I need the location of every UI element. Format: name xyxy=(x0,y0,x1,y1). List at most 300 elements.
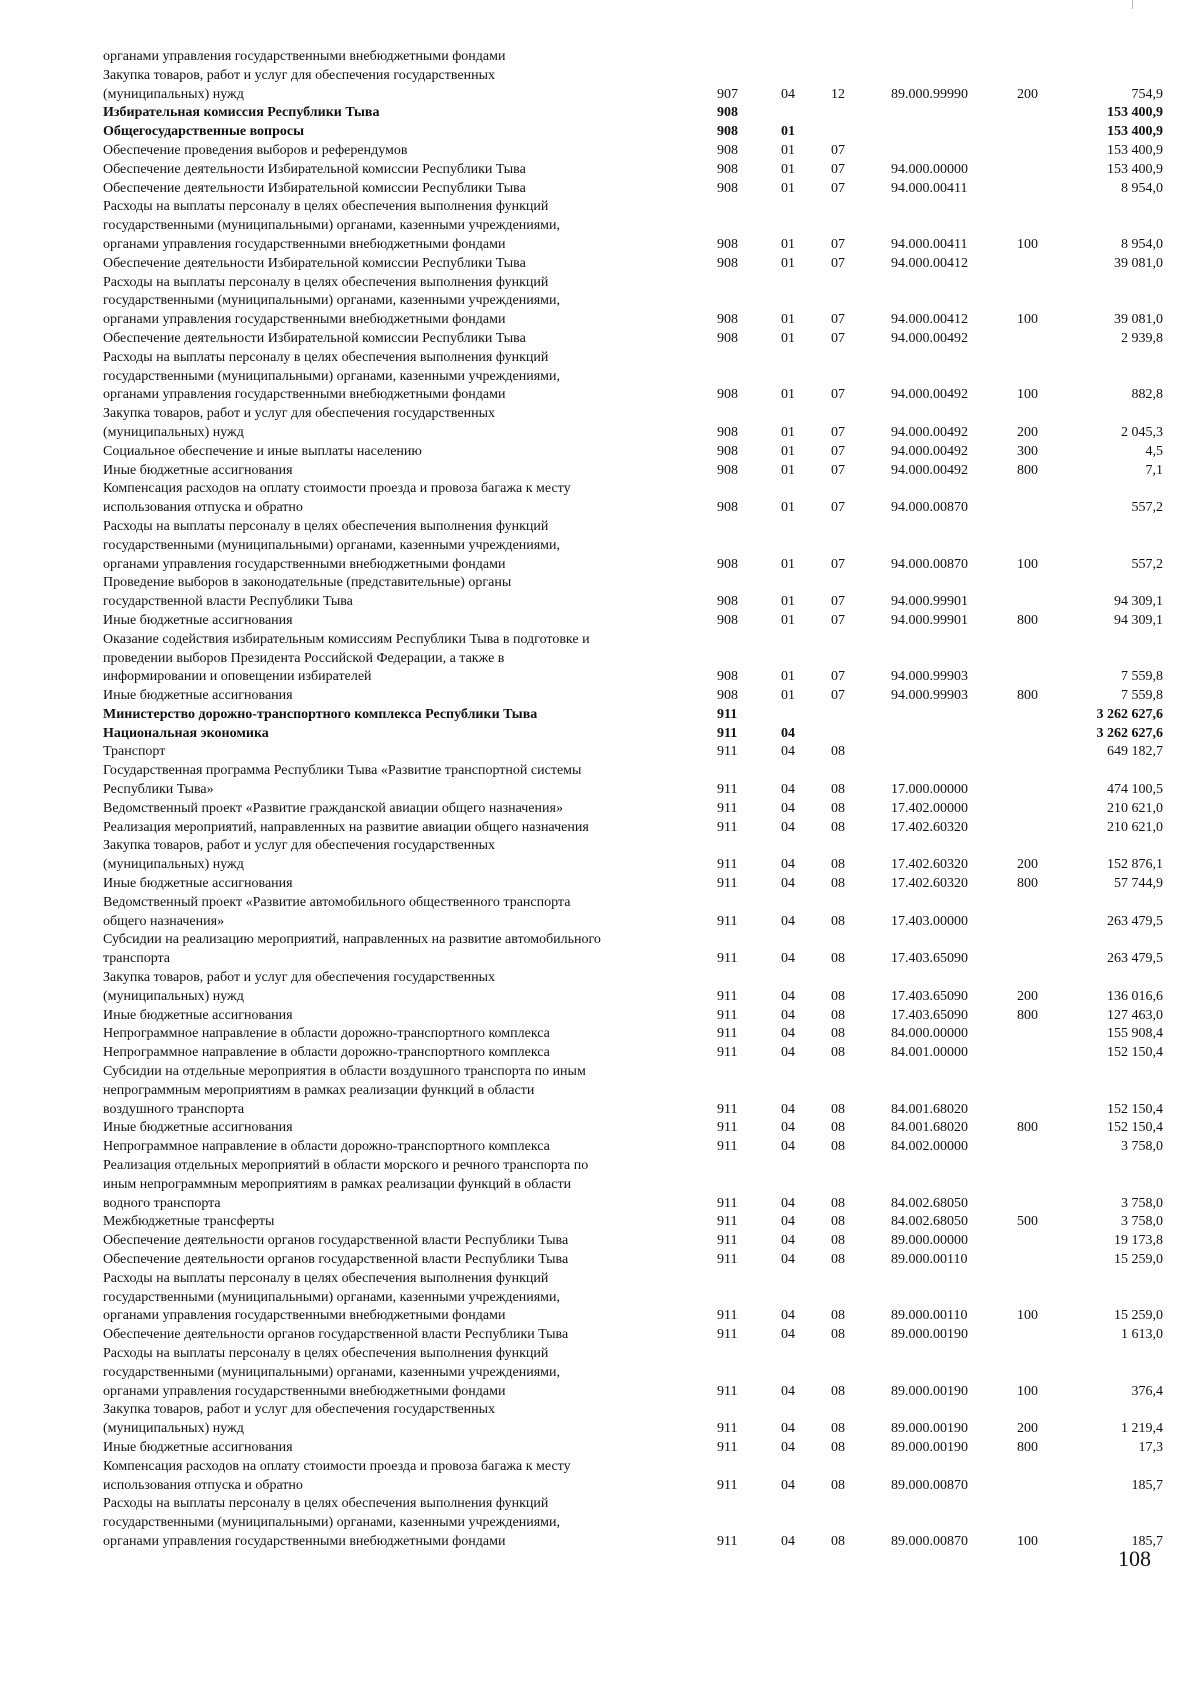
row-vr-cell xyxy=(1017,255,1075,274)
row-pr-cell: 08 xyxy=(831,1252,845,1267)
row-pr-cell: 07 xyxy=(831,142,845,158)
row-rz-cell: 01 xyxy=(781,424,795,440)
row-rz-cell: 04 xyxy=(781,725,795,741)
row-rz-cell: 01 xyxy=(781,236,795,252)
row-vr-cell: 100 xyxy=(1017,387,1038,403)
row-pr-cell: 08 xyxy=(831,782,845,798)
row-grbs-cell: 911 xyxy=(717,744,738,760)
row-name-cell: Министерство дорожно-транспортного комплекса Республики Тыва xyxy=(103,706,538,722)
row-sum-cell: 263 479,5 xyxy=(1107,913,1163,929)
row-name-cell: Государственная программа Республики Тыва «Развитие транспортной системы Республики Тыва» xyxy=(103,763,582,798)
table-row xyxy=(103,1025,1163,1044)
row-pr-cell: 07 xyxy=(831,594,845,610)
table-row xyxy=(103,819,1163,838)
table-row xyxy=(103,1495,1163,1551)
row-vr-cell xyxy=(1017,161,1075,180)
row-pr-cell: 08 xyxy=(831,1439,845,1455)
row-cs-cell: 17.403.00000 xyxy=(891,913,968,929)
row-name-cell: Расходы на выплаты персоналу в целях обеспечения выполнения функций государственными (муниципальными) органами, казенными учреждениями, органами управления государственными внебюджетными фондами xyxy=(103,349,560,403)
row-rz-cell: 01 xyxy=(781,500,795,516)
row-sum-cell: 376,4 xyxy=(1131,1383,1163,1399)
row-name-cell: Межбюджетные трансферты xyxy=(103,1214,275,1230)
row-cs-cell: 94.000.00000 xyxy=(891,161,968,177)
row-rz-cell: 04 xyxy=(781,744,795,760)
row-cs-cell: 89.000.00870 xyxy=(891,1477,968,1493)
row-name-cell: Субсидии на реализацию мероприятий, направленных на развитие автомобильного транспорта xyxy=(103,932,601,967)
row-rz-cell: 04 xyxy=(781,1421,795,1437)
row-cs-cell: 17.402.60320 xyxy=(891,857,968,873)
row-rz-cell: 01 xyxy=(781,180,795,196)
table-row xyxy=(103,480,1163,518)
row-pr-cell: 08 xyxy=(831,1327,845,1343)
row-sum-cell: 94 309,1 xyxy=(1114,594,1163,610)
row-grbs-cell: 908 xyxy=(717,556,738,572)
row-cs-cell xyxy=(879,48,1017,67)
row-cs-cell: 94.000.00412 xyxy=(891,255,968,271)
row-grbs-cell: 908 xyxy=(717,330,738,346)
table-row xyxy=(103,180,1163,199)
row-cs-cell xyxy=(879,725,1017,744)
row-sum-cell: 3 262 627,6 xyxy=(1096,725,1163,741)
row-cs-cell: 84.000.00000 xyxy=(891,1026,968,1042)
row-vr-cell: 800 xyxy=(1017,1439,1038,1455)
row-name-cell: Национальная экономика xyxy=(103,725,269,741)
table-row xyxy=(103,931,1163,969)
row-name-cell: Обеспечение деятельности Избирательной комиссии Республики Тыва xyxy=(103,255,526,271)
row-sum-cell: 94 309,1 xyxy=(1114,612,1163,628)
row-vr-cell: 800 xyxy=(1017,688,1038,704)
row-sum-cell: 754,9 xyxy=(1131,86,1163,102)
row-rz-cell: 04 xyxy=(781,1327,795,1343)
row-sum-cell: 557,2 xyxy=(1131,556,1163,572)
row-pr-cell: 07 xyxy=(831,669,845,685)
row-pr-cell: 07 xyxy=(831,312,845,328)
table-row xyxy=(103,612,1163,631)
scan-edge-mark xyxy=(1132,0,1133,9)
row-grbs-cell: 908 xyxy=(717,688,738,704)
row-sum-cell: 474 100,5 xyxy=(1107,782,1163,798)
row-grbs-cell: 908 xyxy=(717,236,738,252)
row-grbs-cell: 911 xyxy=(717,1195,738,1211)
row-vr-cell: 500 xyxy=(1017,1214,1038,1230)
row-cs-cell: 84.001.68020 xyxy=(891,1120,968,1136)
row-grbs-cell: 908 xyxy=(717,500,738,516)
row-sum-cell: 7,1 xyxy=(1145,462,1163,478)
row-grbs-cell: 908 xyxy=(717,424,738,440)
row-sum-cell: 3 262 627,6 xyxy=(1096,706,1163,722)
table-row xyxy=(103,1007,1163,1026)
row-rz-cell: 01 xyxy=(781,312,795,328)
table-row xyxy=(103,462,1163,481)
table-row xyxy=(103,762,1163,800)
row-sum-cell: 3 758,0 xyxy=(1121,1139,1163,1155)
row-grbs-cell: 908 xyxy=(717,387,738,403)
row-name-cell: Непрограммное направление в области дорожно-транспортного комплекса xyxy=(103,1139,550,1155)
row-pr-cell xyxy=(831,706,879,725)
row-grbs-cell: 911 xyxy=(717,819,738,835)
row-sum-cell: 882,8 xyxy=(1131,387,1163,403)
row-cs-cell: 84.002.00000 xyxy=(891,1139,968,1155)
row-grbs-cell: 911 xyxy=(717,1533,738,1549)
row-grbs-cell: 908 xyxy=(717,462,738,478)
row-pr-cell: 08 xyxy=(831,1383,845,1399)
row-cs-cell: 94.000.99903 xyxy=(891,669,968,685)
row-sum-cell: 152 150,4 xyxy=(1107,1120,1163,1136)
row-vr-cell: 800 xyxy=(1017,1120,1038,1136)
row-vr-cell: 100 xyxy=(1017,1308,1038,1324)
table-row xyxy=(103,67,1163,105)
row-sum-cell: 39 081,0 xyxy=(1114,312,1163,328)
row-pr-cell: 07 xyxy=(831,462,845,478)
row-name-cell: Обеспечение деятельности Избирательной комиссии Республики Тыва xyxy=(103,330,526,346)
row-rz-cell: 04 xyxy=(781,819,795,835)
row-cs-cell: 17.402.00000 xyxy=(891,800,968,816)
table-row xyxy=(103,725,1163,744)
row-vr-cell xyxy=(1017,894,1075,932)
row-cs-cell: 17.403.65090 xyxy=(891,951,968,967)
row-sum-cell xyxy=(1075,48,1163,67)
table-row xyxy=(103,1345,1163,1401)
row-cs-cell: 94.000.00411 xyxy=(891,180,968,196)
table-row xyxy=(103,837,1163,875)
table-row xyxy=(103,274,1163,330)
row-rz-cell: 04 xyxy=(781,876,795,892)
row-vr-cell xyxy=(1017,180,1075,199)
row-name-cell: Иные бюджетные ассигнования xyxy=(103,688,293,704)
row-grbs-cell: 908 xyxy=(717,312,738,328)
table-row xyxy=(103,875,1163,894)
row-cs-cell: 17.000.00000 xyxy=(891,782,968,798)
row-rz-cell: 04 xyxy=(781,988,795,1004)
table-row xyxy=(103,104,1163,123)
row-rz-cell: 01 xyxy=(781,124,795,140)
row-pr-cell: 08 xyxy=(831,1101,845,1117)
row-sum-cell: 4,5 xyxy=(1145,443,1163,459)
row-name-cell: Избирательная комиссия Республики Тыва xyxy=(103,105,380,121)
row-rz-cell: 04 xyxy=(781,1007,795,1023)
row-sum-cell: 8 954,0 xyxy=(1121,180,1163,196)
row-name-cell: Ведомственный проект «Развитие гражданской авиации общего назначения» xyxy=(103,800,563,816)
row-pr-cell: 07 xyxy=(831,500,845,516)
row-cs-cell: 94.000.99901 xyxy=(891,612,968,628)
row-name-cell: Иные бюджетные ассигнования xyxy=(103,1439,293,1455)
row-sum-cell: 39 081,0 xyxy=(1114,255,1163,271)
row-cs-cell: 89.000.00870 xyxy=(891,1533,968,1549)
table-row xyxy=(103,743,1163,762)
row-grbs-cell: 911 xyxy=(717,706,738,722)
row-pr-cell: 08 xyxy=(831,988,845,1004)
row-grbs-cell: 911 xyxy=(717,1139,738,1155)
row-sum-cell: 152 150,4 xyxy=(1107,1045,1163,1061)
row-rz-cell: 04 xyxy=(781,857,795,873)
row-vr-cell xyxy=(1017,631,1075,687)
table-row xyxy=(103,1232,1163,1251)
row-cs-cell: 84.001.68020 xyxy=(891,1101,968,1117)
row-name-cell: Оказание содействия избирательным комиссиям Республики Тыва в подготовке и проведении выборов Президента Российской Федерации, а также в информировании и оповещении избирателей xyxy=(103,631,590,685)
row-grbs-cell: 911 xyxy=(717,913,738,929)
row-sum-cell: 7 559,8 xyxy=(1121,669,1163,685)
row-pr-cell: 08 xyxy=(831,1195,845,1211)
row-grbs-cell: 911 xyxy=(717,1101,738,1117)
row-grbs-cell: 908 xyxy=(717,105,738,121)
row-name-cell: Иные бюджетные ассигнования xyxy=(103,612,293,628)
row-pr-cell xyxy=(831,725,879,744)
row-pr-cell: 08 xyxy=(831,876,845,892)
row-name-cell: Реализация отдельных мероприятий в области морского и речного транспорта по иным непрограммным мероприятиям в рамках реализации функций в области водного транспорта xyxy=(103,1158,589,1211)
row-vr-cell xyxy=(1017,800,1075,819)
row-sum-cell: 263 479,5 xyxy=(1107,951,1163,967)
row-pr-cell: 08 xyxy=(831,819,845,835)
row-sum-cell: 152 876,1 xyxy=(1107,857,1163,873)
row-cs-cell: 94.000.00492 xyxy=(891,424,968,440)
row-rz-cell: 04 xyxy=(781,1026,795,1042)
row-vr-cell: 800 xyxy=(1017,612,1038,628)
row-sum-cell: 153 400,9 xyxy=(1107,124,1163,140)
row-grbs-cell: 911 xyxy=(717,876,738,892)
table-row xyxy=(103,1401,1163,1439)
row-sum-cell: 15 259,0 xyxy=(1114,1252,1163,1267)
row-rz-cell: 04 xyxy=(781,782,795,798)
row-grbs-cell: 911 xyxy=(717,988,738,1004)
row-pr-cell: 08 xyxy=(831,1533,845,1549)
row-name-cell: Общегосударственные вопросы xyxy=(103,124,305,140)
row-cs-cell: 89.000.00190 xyxy=(891,1421,968,1437)
row-vr-cell xyxy=(1017,480,1075,518)
row-vr-cell xyxy=(1017,1251,1075,1270)
budget-table xyxy=(103,48,1163,1552)
row-rz-cell: 01 xyxy=(781,161,795,177)
row-grbs-cell: 908 xyxy=(717,255,738,271)
row-name-cell: Обеспечение деятельности Избирательной комиссии Республики Тыва xyxy=(103,180,526,196)
row-name-cell: Расходы на выплаты персоналу в целях обеспечения выполнения функций государственными (муниципальными) органами, казенными учреждениями, органами управления государственными внебюджетными фондами xyxy=(103,1345,560,1399)
row-name-cell: Субсидии на отдельные мероприятия в области воздушного транспорта по иным непрограммным мероприятиям в рамках реализации функций в области воздушного транспорта xyxy=(103,1064,586,1117)
row-rz-cell: 04 xyxy=(781,951,795,967)
row-grbs-cell: 908 xyxy=(717,142,738,158)
row-cs-cell xyxy=(879,706,1017,725)
table-row xyxy=(103,1157,1163,1213)
row-name-cell: Непрограммное направление в области дорожно-транспортного комплекса xyxy=(103,1045,550,1061)
row-grbs-cell: 911 xyxy=(717,1327,738,1343)
row-rz-cell xyxy=(781,48,831,67)
row-pr-cell: 08 xyxy=(831,1120,845,1136)
row-name-cell: Транспорт xyxy=(103,744,166,760)
row-grbs-cell: 911 xyxy=(717,857,738,873)
row-rz-cell: 04 xyxy=(781,1439,795,1455)
row-vr-cell: 100 xyxy=(1017,1533,1038,1549)
row-grbs-cell: 911 xyxy=(717,1308,738,1324)
table-row xyxy=(103,706,1163,725)
row-grbs-cell: 911 xyxy=(717,1120,738,1136)
table-row xyxy=(103,1251,1163,1270)
row-grbs-cell: 907 xyxy=(717,86,738,102)
row-name-cell: Расходы на выплаты персоналу в целях обеспечения выполнения функций государственными (муниципальными) органами, казенными учреждениями, органами управления государственными внебюджетными фондами xyxy=(103,518,560,572)
row-cs-cell: 84.002.68050 xyxy=(891,1195,968,1211)
row-pr-cell xyxy=(831,104,879,123)
budget-table-body xyxy=(103,48,1163,1552)
table-row xyxy=(103,161,1163,180)
row-rz-cell: 04 xyxy=(781,86,795,102)
row-cs-cell xyxy=(879,104,1017,123)
table-row xyxy=(103,800,1163,819)
row-cs-cell: 94.000.00870 xyxy=(891,500,968,516)
row-cs-cell: 94.000.00492 xyxy=(891,330,968,346)
row-vr-cell: 100 xyxy=(1017,236,1038,252)
row-cs-cell: 94.000.00492 xyxy=(891,387,968,403)
row-name-cell: Расходы на выплаты персоналу в целях обеспечения выполнения функций государственными (муниципальными) органами, казенными учреждениями, органами управления государственными внебюджетными фондами xyxy=(103,274,560,328)
row-pr-cell: 07 xyxy=(831,424,845,440)
row-vr-cell xyxy=(1017,743,1075,762)
row-rz-cell xyxy=(781,104,831,123)
row-rz-cell: 04 xyxy=(781,1233,795,1249)
row-cs-cell: 94.000.00411 xyxy=(891,236,968,252)
row-pr-cell: 07 xyxy=(831,236,845,252)
table-row xyxy=(103,687,1163,706)
row-cs-cell xyxy=(879,123,1017,142)
row-rz-cell: 01 xyxy=(781,462,795,478)
row-sum-cell: 8 954,0 xyxy=(1121,236,1163,252)
row-name-cell: Компенсация расходов на оплату стоимости проезда и провоза багажа к месту использования отпуска и обратно xyxy=(103,1458,571,1493)
row-cs-cell: 89.000.00190 xyxy=(891,1327,968,1343)
row-vr-cell xyxy=(1017,123,1075,142)
table-row xyxy=(103,1458,1163,1496)
row-grbs-cell: 911 xyxy=(717,1007,738,1023)
row-pr-cell: 07 xyxy=(831,180,845,196)
row-vr-cell xyxy=(1017,762,1075,800)
row-pr-cell: 07 xyxy=(831,688,845,704)
row-pr-cell xyxy=(831,123,879,142)
row-sum-cell: 127 463,0 xyxy=(1107,1007,1163,1023)
row-vr-cell: 800 xyxy=(1017,1007,1038,1023)
table-row xyxy=(103,48,1163,67)
row-pr-cell xyxy=(831,48,879,67)
row-cs-cell: 94.000.00492 xyxy=(891,462,968,478)
table-row xyxy=(103,894,1163,932)
row-rz-cell: 04 xyxy=(781,1214,795,1230)
row-pr-cell: 12 xyxy=(831,86,845,102)
row-grbs-cell: 908 xyxy=(717,612,738,628)
row-grbs-cell: 911 xyxy=(717,782,738,798)
row-name-cell: Иные бюджетные ассигнования xyxy=(103,1007,293,1023)
row-vr-cell: 800 xyxy=(1017,462,1038,478)
row-name-cell: Обеспечение проведения выборов и референдумов xyxy=(103,142,408,158)
row-grbs-cell: 911 xyxy=(717,1383,738,1399)
row-cs-cell: 94.000.00492 xyxy=(891,443,968,459)
row-vr-cell xyxy=(1017,48,1075,67)
row-vr-cell xyxy=(1017,1458,1075,1496)
row-pr-cell: 08 xyxy=(831,913,845,929)
row-name-cell: Расходы на выплаты персоналу в целях обеспечения выполнения функций государственными (муниципальными) органами, казенными учреждениями, органами управления государственными внебюджетными фондами xyxy=(103,1270,560,1324)
row-pr-cell: 07 xyxy=(831,255,845,271)
row-vr-cell xyxy=(1017,931,1075,969)
row-sum-cell: 57 744,9 xyxy=(1114,876,1163,892)
row-rz-cell: 04 xyxy=(781,1383,795,1399)
row-pr-cell: 08 xyxy=(831,1007,845,1023)
row-pr-cell: 08 xyxy=(831,744,845,760)
row-sum-cell: 1 219,4 xyxy=(1121,1421,1163,1437)
row-pr-cell: 08 xyxy=(831,857,845,873)
row-rz-cell: 04 xyxy=(781,1045,795,1061)
row-grbs-cell xyxy=(709,48,781,67)
row-rz-cell: 04 xyxy=(781,1533,795,1549)
row-grbs-cell: 911 xyxy=(717,1026,738,1042)
budget-document xyxy=(103,48,1163,1552)
table-row xyxy=(103,1138,1163,1157)
row-grbs-cell: 911 xyxy=(717,1439,738,1455)
row-vr-cell xyxy=(1017,1157,1075,1213)
row-sum-cell: 2 939,8 xyxy=(1121,330,1163,346)
row-rz-cell: 01 xyxy=(781,612,795,628)
page-number: 108 xyxy=(1118,1546,1151,1571)
row-vr-cell: 300 xyxy=(1017,443,1038,459)
row-name-cell: Обеспечение деятельности органов государственной власти Республики Тыва xyxy=(103,1252,569,1267)
row-name-cell: Закупка товаров, работ и услуг для обеспечения государственных (муниципальных) нужд xyxy=(103,406,496,440)
table-row xyxy=(103,330,1163,349)
row-vr-cell: 200 xyxy=(1017,988,1038,1004)
table-row xyxy=(103,969,1163,1007)
row-rz-cell: 04 xyxy=(781,1139,795,1155)
row-vr-cell: 200 xyxy=(1017,857,1038,873)
row-vr-cell xyxy=(1017,1044,1075,1063)
table-row xyxy=(103,255,1163,274)
row-sum-cell: 649 182,7 xyxy=(1107,744,1163,760)
row-pr-cell: 07 xyxy=(831,556,845,572)
table-row xyxy=(103,1063,1163,1119)
row-grbs-cell: 911 xyxy=(717,800,738,816)
row-cs-cell: 94.000.99903 xyxy=(891,688,968,704)
table-row xyxy=(103,1119,1163,1138)
row-pr-cell: 07 xyxy=(831,443,845,459)
table-row xyxy=(103,631,1163,687)
row-cs-cell: 94.000.00412 xyxy=(891,312,968,328)
row-rz-cell: 01 xyxy=(781,556,795,572)
row-rz-cell: 04 xyxy=(781,1120,795,1136)
row-name-cell: Закупка товаров, работ и услуг для обеспечения государственных (муниципальных) нужд xyxy=(103,838,496,873)
row-pr-cell: 08 xyxy=(831,1233,845,1249)
row-vr-cell: 100 xyxy=(1017,1383,1038,1399)
row-sum-cell: 185,7 xyxy=(1131,1533,1163,1549)
row-rz-cell: 04 xyxy=(781,800,795,816)
row-pr-cell: 08 xyxy=(831,1214,845,1230)
row-cs-cell: 94.000.99901 xyxy=(891,594,968,610)
row-rz-cell: 01 xyxy=(781,669,795,685)
row-rz-cell: 01 xyxy=(781,387,795,403)
row-sum-cell: 153 400,9 xyxy=(1107,161,1163,177)
row-cs-cell: 17.402.60320 xyxy=(891,819,968,835)
row-sum-cell: 185,7 xyxy=(1131,1477,1163,1493)
row-name-cell: Компенсация расходов на оплату стоимости проезда и провоза багажа к месту использования отпуска и обратно xyxy=(103,481,571,516)
table-row xyxy=(103,349,1163,405)
row-rz-cell: 01 xyxy=(781,255,795,271)
row-rz-cell: 04 xyxy=(781,1195,795,1211)
row-name-cell: Расходы на выплаты персоналу в целях обеспечения выполнения функций государственными (муниципальными) органами, казенными учреждениями, органами управления государственными внебюджетными фондами xyxy=(103,1496,560,1549)
row-rz-cell: 01 xyxy=(781,443,795,459)
row-cs-cell: 94.000.00870 xyxy=(891,556,968,572)
row-vr-cell: 100 xyxy=(1017,312,1038,328)
row-grbs-cell: 911 xyxy=(717,1045,738,1061)
row-cs-cell: 89.000.00190 xyxy=(891,1439,968,1455)
row-pr-cell: 07 xyxy=(831,387,845,403)
row-cs-cell: 17.403.65090 xyxy=(891,1007,968,1023)
row-grbs-cell: 911 xyxy=(717,1252,738,1267)
row-grbs-cell: 911 xyxy=(717,725,738,741)
row-name-cell: Реализация мероприятий, направленных на развитие авиации общего назначения xyxy=(103,819,589,835)
row-pr-cell: 08 xyxy=(831,951,845,967)
row-sum-cell: 557,2 xyxy=(1131,500,1163,516)
table-row xyxy=(103,518,1163,574)
row-name-cell: Социальное обеспечение и иные выплаты населению xyxy=(103,443,422,459)
row-pr-cell: 08 xyxy=(831,1026,845,1042)
row-cs-cell xyxy=(879,743,1017,762)
